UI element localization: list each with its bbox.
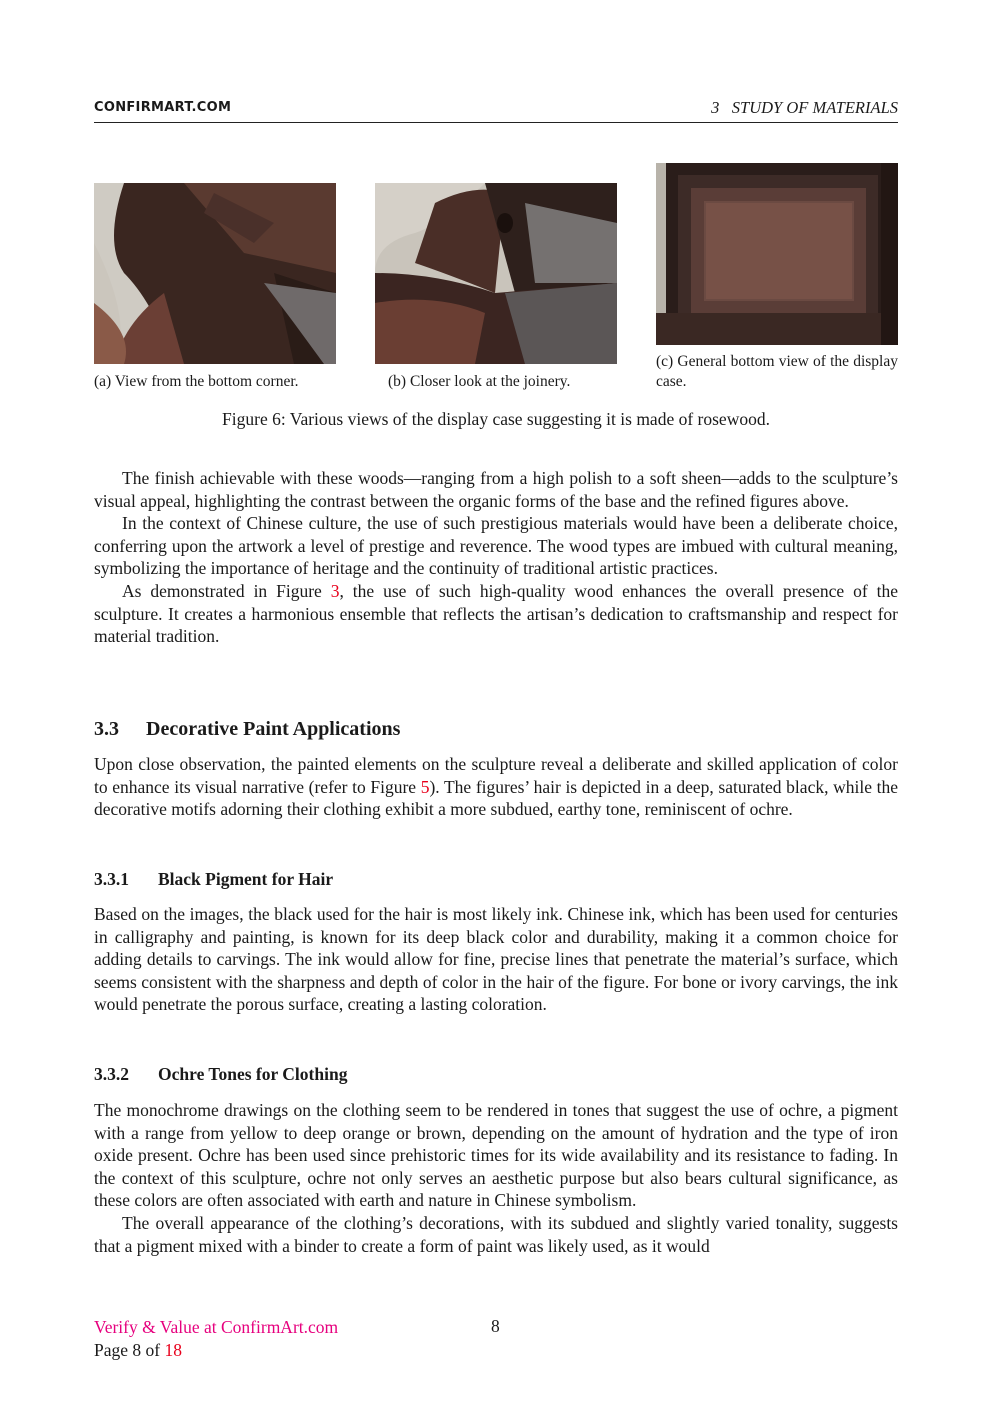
subsection-heading-3-3-2 [94,1064,347,1085]
paragraph-culture: In the context of Chinese culture, the use of such prestigious materials would have been a deliberate choice, conferring upon the artwork a level of prestige and reverence. The wood types are imbued with cultural meaning, symbolizing the importance of heritage and the continuity of traditional artistic practices. [94,513,898,579]
header-site-logo[interactable]: CONFIRMART.COM [94,100,232,115]
paragraph-text: , the use of such high-quality wood enhances the overall presence of the sculpture. It creates a harmonious ensemble that reflects the artisan’s dedication to craftsmanship and respect for material tradition. [94,580,898,647]
footer-verify-link[interactable]: Verify & Value at ConfirmArt.com [94,1317,339,1337]
subfigure-a-caption: (a) View from the bottom corner. [94,373,299,390]
paragraph-figure-reference [94,580,898,648]
page-label: Page 8 of [94,1340,165,1360]
total-pages-link[interactable]: 18 [164,1340,182,1360]
section-3-3-1-body [94,903,898,1016]
photo-joinery-closeup [375,183,617,364]
paragraph-ink: Based on the images, the black used for the hair is most likely ink. Chinese ink, which has been used for centuries in calligraphy and painting, is known for its deep black color and durability, making it a common choice for adding details to carvings. The ink would allow for fine, precise lines that penetrate the material’s surface, which seems consistent with the sharpness and depth of color in the hair of the figure. For bone or ivory carvings, the ink would penetrate the porous surface, creating a lasting coloration. [94,904,898,1015]
figure-caption: Figure 6: Various views of the display case suggesting it is made of rosewood. [222,409,770,429]
subsection-number: 3.3.1 [94,869,129,889]
subsection-heading-3-3-1 [94,869,333,890]
page-number: 8 [491,1316,500,1336]
section-3-3-body [94,753,898,821]
paragraph-ochre: The monochrome drawings on the clothing seem to be rendered in tones that suggest the use of ochre, a pigment with a range from yellow to deep orange or brown, depending on the amount of hydration and the type of iron oxide present. Ochre has been used since prehistoric times for its wide availability and its resistance to fading. In the context of this sculpture, ochre not only serves an aesthetic purpose but also bears cultural significance, as these colors are often associated with earth and nature in Chinese symbolism. [94,1100,898,1211]
subfigure-c-caption: (c) General bottom view of the display case. [656,353,898,390]
running-header [94,98,898,123]
section-3-3-2-body [94,1099,898,1257]
paragraph-clothing-decorations: The overall appearance of the clothing’s decorations, with its subdued and slightly varied tonality, suggests that a pigment mixed with a binder to create a form of paint was likely used, as it would [94,1212,898,1256]
section-number: 3.3 [94,718,119,740]
section-heading-3-3 [94,718,400,741]
footer [94,1316,338,1362]
intro-paragraphs [94,467,898,648]
footer-page-count [94,1339,338,1362]
paragraph-text: As demonstrated in Figure [122,580,331,601]
photo-general-bottom-view [656,163,898,345]
subsection-number: 3.3.2 [94,1064,129,1084]
figure-5-link[interactable]: 5 [420,776,430,797]
paragraph-finish: The finish achievable with these woods—ranging from a high polish to a soft sheen—adds to the sculpture’s visual appeal, highlighting the contrast between the organic forms of the base and the refined figures above. [94,468,898,511]
subfigure-b-caption: (b) Closer look at the joinery. [388,373,571,390]
paragraph-text: Upon close observation, the painted elements on the sculpture reveal a deliberate and skilled application of color to enhance its visual narrative (refer to Figure [94,754,898,797]
photo-bottom-corner [94,183,336,364]
header-section-title: 3 STUDY OF MATERIALS [711,98,898,117]
paragraph-text: ). The figures’ hair is depicted in a deep, saturated black, while the decorative motifs adorning their clothing exhibit a more subdued, earthy tone, reminiscent of ochre. [94,776,898,820]
subsection-title: Black Pigment for Hair [158,869,334,889]
subsection-title: Ochre Tones for Clothing [158,1064,348,1084]
section-title: Decorative Paint Applications [146,718,401,740]
figure-3-link[interactable]: 3 [330,580,340,601]
paragraph-paint [94,753,898,821]
